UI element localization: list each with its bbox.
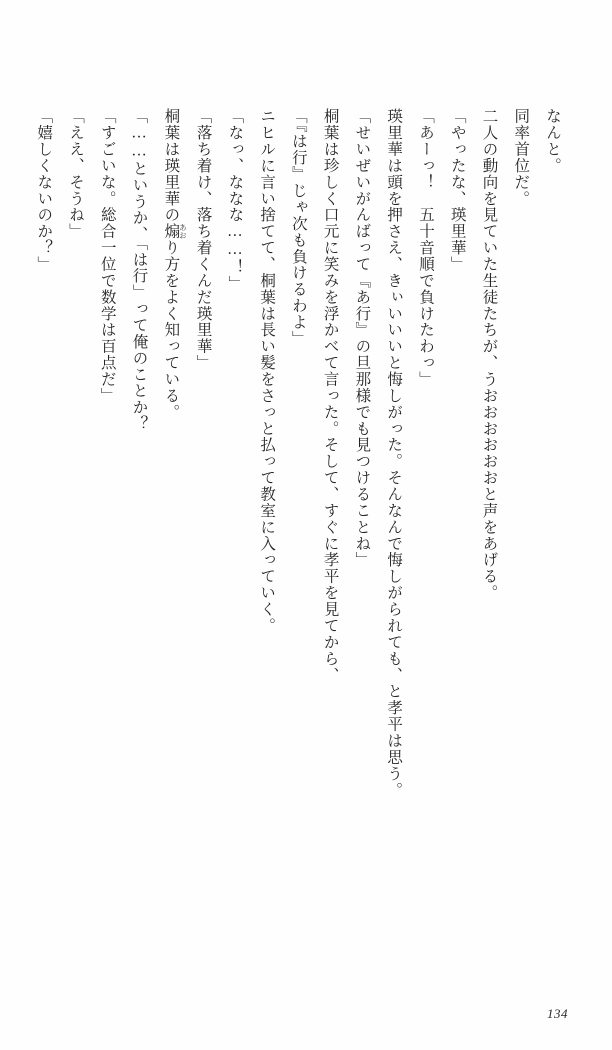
page-number: 134 — [546, 1006, 568, 1021]
dialogue-line: 「あーっ！ 五十音順で負けたわっ」 — [416, 108, 434, 388]
dialogue-line: 「落ち着け、落ち着くんだ瑛里華」 — [194, 108, 212, 371]
dialogue-line: 「ええ、そうね」 — [67, 108, 85, 240]
dialogue-line: 「すごいな。総合一位で数学は百点だ」 — [98, 108, 116, 404]
dialogue-line: 「やったな、瑛里華」 — [448, 108, 466, 273]
ruby-paragraph-text: 桐葉は瑛里華の煽 あおり方をよく知っている。 — [162, 108, 188, 421]
dialogue-line: 「嬉しくないのか？」 — [35, 108, 53, 273]
paragraph: 瑛里華は頭を押さえ、きぃいいいと悔しがった。そんなんで悔しがられても、と孝平は思う。 — [385, 108, 403, 799]
vertical-text-body — [27, 108, 568, 928]
paragraph: 二人の動向を見ていた生徒たちが、うおおおおおおと声をあげる。 — [480, 108, 498, 601]
paragraph: ニヒルに言い捨てて、桐葉は長い髪をさっと払って教室に入っていく。 — [258, 108, 276, 634]
dialogue-line: 「なっ、ななな……！」 — [226, 108, 244, 292]
ruby-annotation: 煽 あお — [162, 223, 188, 240]
paragraph-with-ruby — [155, 108, 187, 928]
dialogue-line: 「……というか、「は行」って俺のことか？ — [130, 108, 148, 432]
dialogue-line: 「せいぜいがんばって『あ行』の旦那様でも見つけることね」 — [353, 108, 371, 569]
dialogue-line: 「『は行』じゃ次も負けるわよ」 — [289, 108, 307, 347]
paragraph: 同率首位だ。 — [512, 108, 530, 207]
paragraph: なんと。 — [544, 108, 561, 174]
paragraph: 桐葉は珍しく口元に笑みを浮かべて言った。そして、すぐに孝平を見てから、 — [321, 108, 339, 684]
